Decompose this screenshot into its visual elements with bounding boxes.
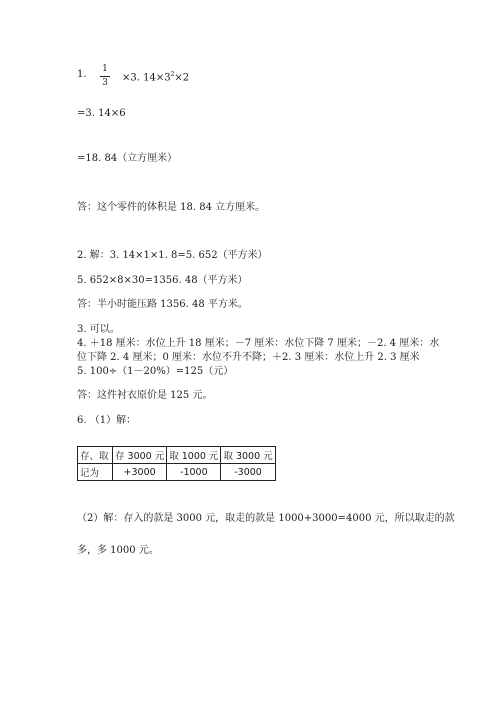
table-row [78, 464, 276, 481]
deposit-withdraw-table [77, 446, 276, 481]
q1-expr-tail: ×2 [174, 72, 190, 84]
q2-step-2: 5. 652×8×30=1356. 48（平方米） [77, 275, 248, 286]
q2-step-1: 2. 解：3. 14×1×1. 8=5. 652（平方米） [77, 250, 268, 261]
table-cell: -3000 [221, 464, 275, 481]
q1-expr: ×3. 14×3 [122, 72, 171, 84]
fraction-numerator: 1 [102, 64, 108, 74]
q5-step-1: 5. 100÷（1－20%）=125（元） [77, 366, 234, 377]
q3-answer: 3. 可以。 [77, 324, 120, 335]
q1-expression [122, 68, 189, 85]
q2-answer: 答：半小时能压路 1356. 48 平方米。 [77, 299, 248, 310]
table-row [78, 447, 276, 464]
q6-part-1-label: 6. （1）解： [77, 415, 137, 426]
q4-line-1: 4. ＋18 厘米：水位上升 18 厘米；－7 厘米：水位下降 7 厘米；－2. 4 厘米：水 [77, 338, 440, 349]
q6-part-2-line-1: （2）解：存入的款是 3000 元，取走的款是 1000+3000=4000 元，所以取走的款 [77, 513, 455, 524]
table-cell: 存、取 [78, 447, 113, 464]
table-cell: 取 1000 元 [167, 447, 221, 464]
fraction-one-third [100, 64, 110, 89]
table-cell: 存 3000 元 [113, 447, 167, 464]
q6-part-2-line-2: 多，多 1000 元。 [77, 545, 159, 556]
q1-number: 1. [77, 69, 87, 80]
q1-answer: 答：这个零件的体积是 18. 84 立方厘米。 [77, 202, 266, 213]
table-cell: 记为 [78, 464, 113, 481]
q5-answer: 答：这件衬衣原价是 125 元。 [77, 390, 213, 401]
q1-step-3: =18. 84（立方厘米） [77, 153, 178, 164]
table-cell: -1000 [167, 464, 221, 481]
table-cell: +3000 [113, 464, 167, 481]
fraction-bar [100, 76, 110, 77]
fraction-denominator: 3 [102, 78, 108, 88]
q4-line-2: 位下降 2. 4 厘米；0 厘米：水位不升不降；＋2. 3 厘米：水位上升 2. 3 厘米 [77, 352, 420, 363]
q1-step-2: =3. 14×6 [77, 108, 126, 119]
q1-exponent: 2 [170, 71, 175, 78]
table-cell: 取 3000 元 [221, 447, 275, 464]
